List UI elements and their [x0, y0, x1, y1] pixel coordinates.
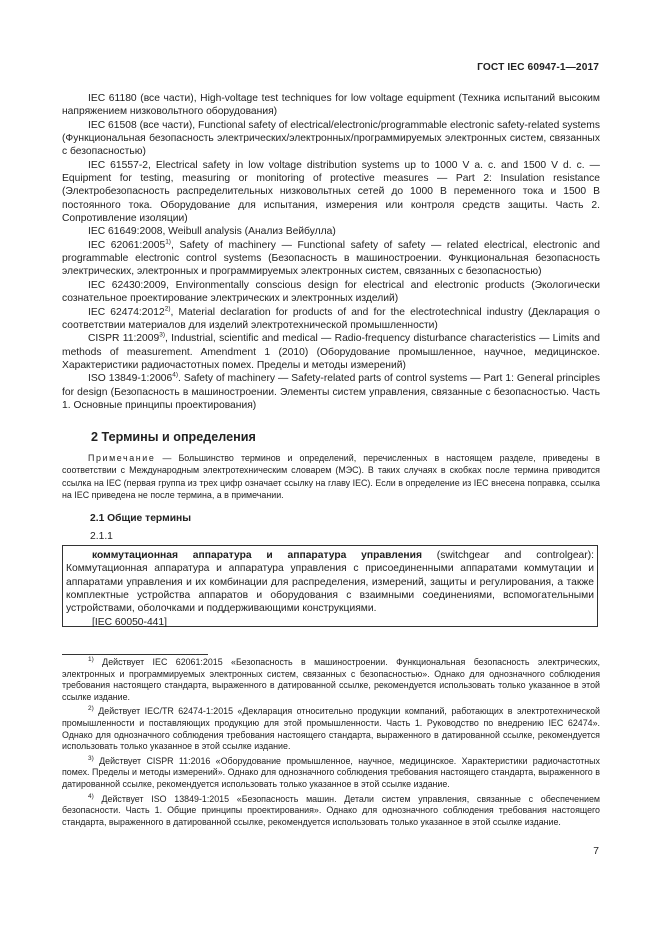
- footnote-ref[interactable]: 3): [159, 331, 165, 339]
- footnote-ref[interactable]: 4): [172, 371, 179, 379]
- subsection-title: 2.1 Общие термины: [90, 513, 192, 524]
- reference-item: IEC 61557-2, Electrical safety in low voltage distribution systems up to 1000 V a. c. and 1500 V d. c. — Equipment for testing, measuring or monitoring of protective measures — Part 2: Insulation resistance (Электробезопасность распределительных низковольтных сетей до 1000 В переменного тока и 1500 В постоянного тока. Оборудование для испытания, измерения или контроля средств защиты. Часть 2. Сопротивление изоляции): [62, 159, 600, 225]
- normative-references: [62, 92, 600, 412]
- note-text: — Большинство терминов и определений, перечисленных в настоящем разделе, приведены в соответствии с Международным электротехническим словарем (МЭС). В таких случаях в скобках после термина приводится ссылка на IEC (первая группа из трех цифр означает ссылку на главу IEC). Если в определение из IEC внесена поправка, ссылка на IEC приведена не после термина, а в примечании.: [62, 453, 600, 501]
- term-number: 2.1.1: [90, 531, 113, 542]
- footnote-item: $^{4)}$ Действует ISO 13849-1:2015 «Безопасность машин. Детали систем управления, связанные с обеспечением безопасности. Часть 1. Общие принципы проектирования». Однако для однозначного соблюдения требования настоящего стандарта, выраженного в датированной ссылке, рекомендуется использовать только указанное в этой ссылке издание.: [62, 792, 600, 827]
- reference-item: IEC 62430:2009, Environmentally conscious design for electrical and electronic products (Экологически сознательное проектирование электрических и электронных изделий): [62, 279, 600, 305]
- footnote-divider: [62, 654, 208, 655]
- reference-item: IEC 62474:2012$^{2)}$, Material declaration for products of and for the electrotechnical industry (Декларация о соответствии материалов для изделий электротехнической промышленности): [62, 305, 600, 331]
- footnotes: [62, 657, 600, 831]
- footnote-ref[interactable]: 2): [164, 305, 171, 313]
- term-name: коммутационная аппаратура и аппаратура управления: [92, 550, 422, 561]
- reference-item: ISO 13849-1:2006$^{4)}$. Safety of machinery — Safety-related parts of control systems — Part 1: General principles for design (Безопасность в машиностроении. Элементы систем управления, связанные с безопасностью. Часть 1. Основные принципы проектирования): [62, 371, 600, 411]
- footnote-ref[interactable]: 1): [165, 238, 171, 246]
- section-title: 2 Термины и определения: [91, 430, 256, 444]
- reference-item: CISPR 11:2009$^{3)}$, Industrial, scientific and medical — Radio-frequency disturbance characteristics — Limits and methods of measurement. Amendment 1 (2010) (Оборудование промышленное, научное, медицинское. Характеристики радиочастотных помех. Пределы и методы измерений): [62, 331, 600, 371]
- standard-header: ГОСТ IEC 60947-1—2017: [477, 62, 599, 73]
- footnote-item: $^{1)}$ Действует IEC 62061:2015 «Безопасность в машиностроении. Функциональная безопасность электрических, электронных и программируемых электронных систем, связанных с безопасностью». Однако для однозначного соблюдения требования настоящего стандарта, выраженного в датированной ссылке, рекомендуется использовать только указанное в этой ссылке издание.: [62, 656, 600, 702]
- reference-item: IEC 61180 (все части), High-voltage test techniques for low voltage equipment (Техника испытаний высоким напряжением низковольтного оборудования): [62, 93, 600, 118]
- reference-item: IEC 62061:2005$^{1)}$, Safety of machinery — Functional safety of safety — related electrical, electronic and programmable electronic control systems (Безопасность в машиностроении. Функциональная безопасность электрических, электронных и программируемых электронных систем, связанных с безопасностью): [62, 238, 600, 278]
- term-definition: (switchgear and controlgear): Коммутационная аппаратура и аппаратура управления с присоединенными аппаратами коммутации и аппаратами управления и их комбинации для распределения, измерений, защиты и регулирования, а также комплектные устройства аппаратов и оборудования с взаимными соединениями, вспомогательными устройствами, оболочками и поддерживающими конструкциями.: [66, 550, 595, 615]
- term-source: [IEC 60050-441]: [92, 616, 167, 628]
- footnote-item: $^{2)}$ Действует IEC/TR 62474-1:2015 «Декларация относительно продукции компаний, работающих в электротехнической промышленности и поставляющих продукцию для этой промышленности. Часть 1. Руководство по внедрению IEC 62474». Однако для однозначного соблюдения требования настоящего стандарта, выраженного в датированной ссылке, рекомендуется использовать только указанное в этой ссылке издание.: [62, 705, 600, 752]
- footnote-item: $^{3)}$ Действует CISPR 11:2016 «Оборудование промышленное, научное, медицинское. Характеристики радиочастотных помех. Пределы и методы измерений». Однако для однозначного соблюдения требования настоящего стандарта, выраженного в датированной ссылке, рекомендуется использовать только указанное в этой ссылке издание.: [62, 754, 600, 789]
- page-number: 7: [593, 846, 599, 857]
- reference-item: IEC 61508 (все части), Functional safety of electrical/electronic/programmable electronic safety-related systems (Функциональная безопасность электрических/электронных/программируемых электронных систем, связанных с безопасностью): [62, 119, 600, 158]
- term-definition-box: [62, 545, 598, 627]
- note-label: Примечание: [88, 453, 156, 463]
- note-paragraph: [62, 452, 600, 502]
- reference-item: IEC 61649:2008, Weibull analysis (Анализ Вейбулла): [88, 226, 336, 238]
